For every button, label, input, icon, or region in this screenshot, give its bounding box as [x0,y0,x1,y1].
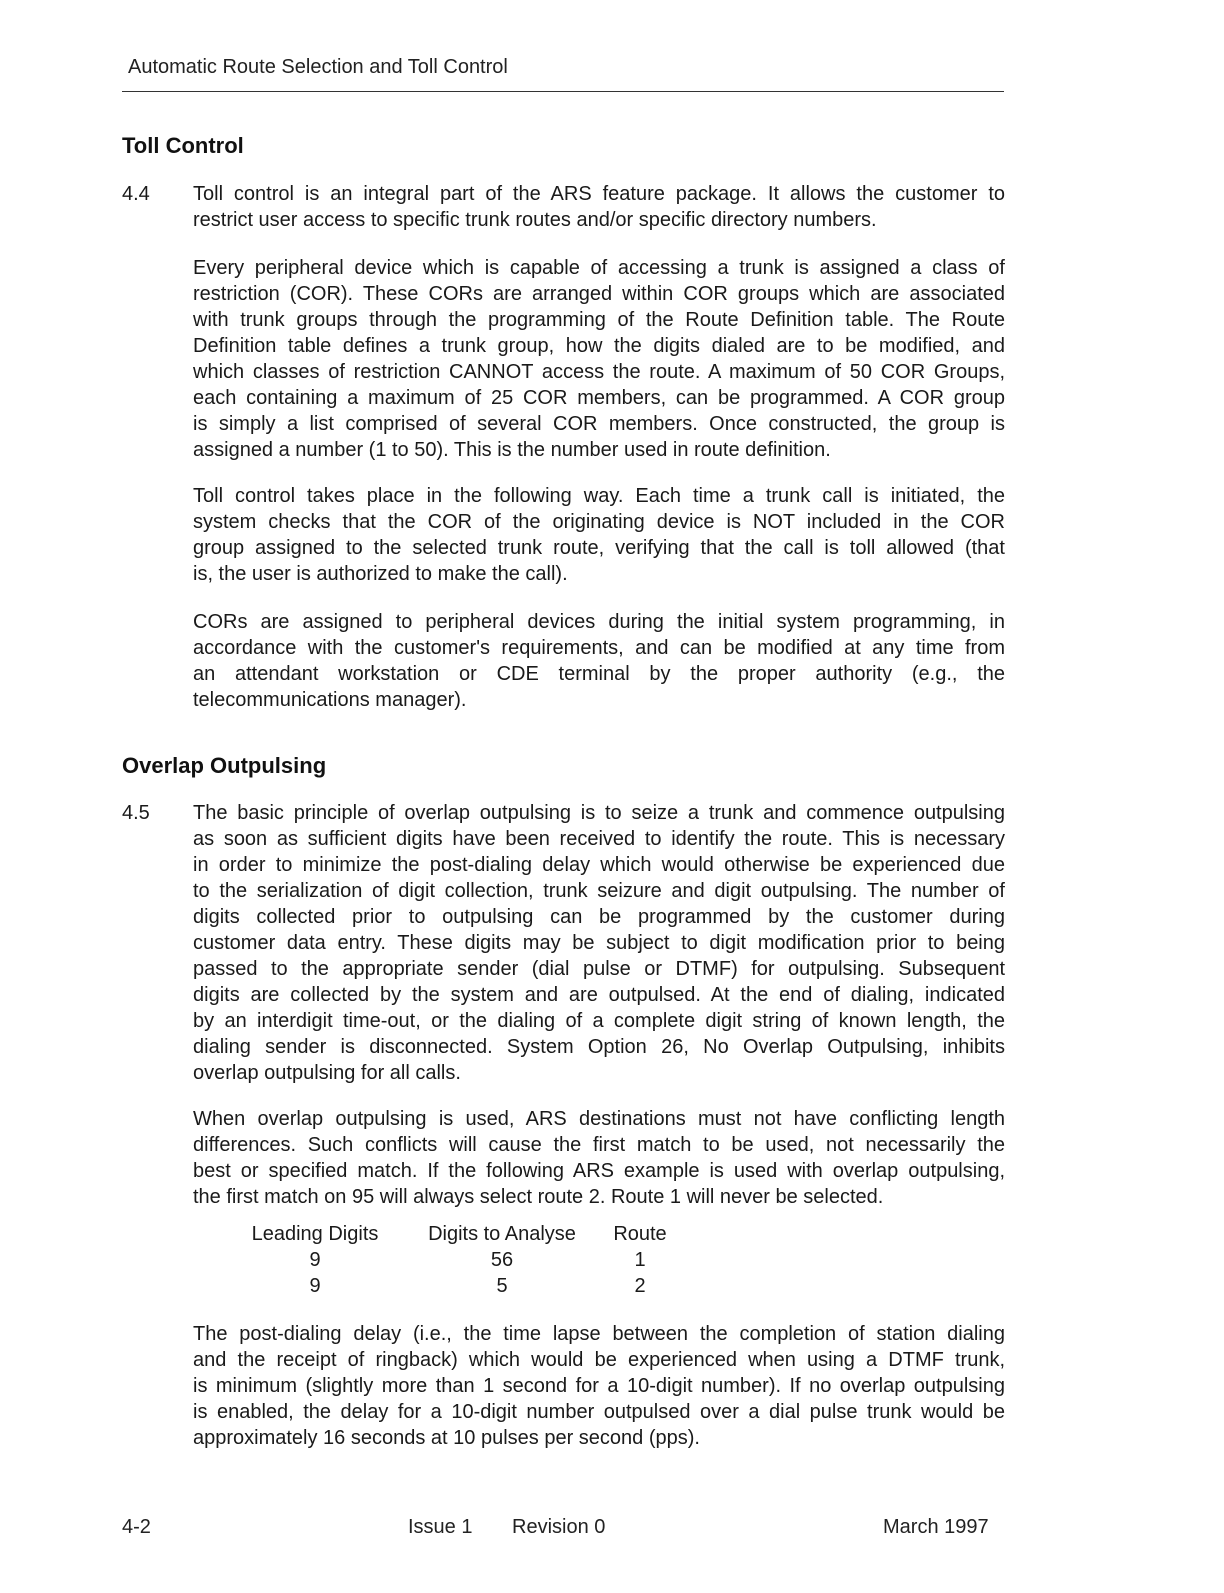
text-line: in order to minimize the post-dialing delay which would otherwise be experienced due [193,854,1005,876]
text-line: is minimum (slightly more than 1 second for a 10-digit number). If no overlap outpulsing [193,1375,1005,1397]
text-line: approximately 16 seconds at 10 pulses per second (pps). [193,1427,700,1449]
text-line: restrict user access to specific trunk routes and/or specific directory numbers. [193,209,877,231]
column-header: Leading Digits [251,1223,379,1245]
section-number: 4.4 [122,183,150,205]
text-line: system checks that the COR of the originating device is NOT included in the COR [193,511,1005,533]
running-header: Automatic Route Selection and Toll Control [128,56,508,78]
text-line: Every peripheral device which is capable of accessing a trunk is assigned a class of [193,257,1005,279]
issue-label: Issue 1 [408,1516,473,1538]
text-line: telecommunications manager). [193,689,467,711]
section-heading-overlap-outpulsing: Overlap Outpulsing [122,753,327,778]
table-cell: 9 [309,1275,321,1297]
table-row [230,1273,680,1299]
header-rule [122,91,1004,92]
paragraph [193,255,1005,463]
paragraph [193,1321,1005,1451]
text-line: is enabled, the delay for a 10-digit number outpulsed over a dial pulse trunk would be [193,1401,1005,1423]
text-line: which classes of restriction CANNOT access the route. A maximum of 50 COR Groups, [193,361,1005,383]
text-line: is simply a list comprised of several COR members. Once constructed, the group is [193,413,1005,435]
text-line: an attendant workstation or CDE terminal by the proper authority (e.g., the [193,663,1005,685]
text-line: The post-dialing delay (i.e., the time lapse between the completion of station dialing [193,1323,1005,1345]
column-header: Digits to Analyse [428,1223,576,1245]
text-line: to the serialization of digit collection, trunk seizure and digit outpulsing. The number of [193,880,1005,902]
text-line: digits are collected by the system and are outpulsed. At the end of dialing, indicated [193,984,1005,1006]
text-line: best or specified match. If the following ARS example is used with overlap outpulsing, [193,1160,1005,1182]
text-line: restriction (COR). These CORs are arranged within COR groups which are associated [193,283,1005,305]
text-line: passed to the appropriate sender (dial pulse or DTMF) for outpulsing. Subsequent [193,958,1005,980]
text-line: dialing sender is disconnected. System Option 26, No Overlap Outpulsing, inhibits [193,1036,1005,1058]
paragraph [193,800,1005,1086]
table-cell: 5 [496,1275,508,1297]
text-line: by an interdigit time-out, or the dialing of a complete digit string of known length, the [193,1010,1005,1032]
text-line: overlap outpulsing for all calls. [193,1062,461,1084]
revision-label: Revision 0 [512,1516,606,1538]
text-line: digits collected prior to outpulsing can be programmed by the customer during [193,906,1005,928]
ars-example-table [230,1221,680,1299]
paragraph [193,1106,1005,1210]
text-line: as soon as sufficient digits have been received to identify the route. This is necessary [193,828,1005,850]
table-row [230,1247,680,1273]
text-line: group assigned to the selected trunk route, verifying that the call is toll allowed (that [193,537,1005,559]
table-cell: 9 [309,1249,321,1271]
page-number: 4-2 [122,1516,151,1538]
section-heading-toll-control: Toll Control [122,133,244,158]
text-line: with trunk groups through the programming of the Route Definition table. The Route [193,309,1005,331]
text-line: When overlap outpulsing is used, ARS destinations must not have conflicting length [193,1108,1005,1130]
text-line: Toll control is an integral part of the ARS feature package. It allows the customer to [193,183,1005,205]
text-line: customer data entry. These digits may be subject to digit modification prior to being [193,932,1005,954]
table-cell: 56 [490,1249,514,1271]
text-line: and the receipt of ringback) which would be experienced when using a DTMF trunk, [193,1349,1005,1371]
date-label: March 1997 [883,1516,989,1538]
text-line: each containing a maximum of 25 COR members, can be programmed. A COR group [193,387,1005,409]
text-line: differences. Such conflicts will cause the first match to be used, not necessarily the [193,1134,1005,1156]
table-cell: 1 [634,1249,646,1271]
paragraph [193,181,1005,233]
text-line: CORs are assigned to peripheral devices during the initial system programming, in [193,611,1005,633]
text-line: Definition table defines a trunk group, how the digits dialed are to be modified, and [193,335,1005,357]
text-line: accordance with the customer's requirements, and can be modified at any time from [193,637,1005,659]
text-line: assigned a number (1 to 50). This is the number used in route definition. [193,439,831,461]
text-line: Toll control takes place in the following way. Each time a trunk call is initiated, the [193,485,1005,507]
table-header-row [230,1221,680,1247]
section-number: 4.5 [122,802,150,824]
text-line: is, the user is authorized to make the call). [193,563,568,585]
column-header: Route [613,1223,667,1245]
text-line: the first match on 95 will always select route 2. Route 1 will never be selected. [193,1186,884,1208]
paragraph [193,609,1005,713]
text-line: The basic principle of overlap outpulsing is to seize a trunk and commence outpulsing [193,802,1005,824]
paragraph [193,483,1005,587]
table-cell: 2 [634,1275,646,1297]
